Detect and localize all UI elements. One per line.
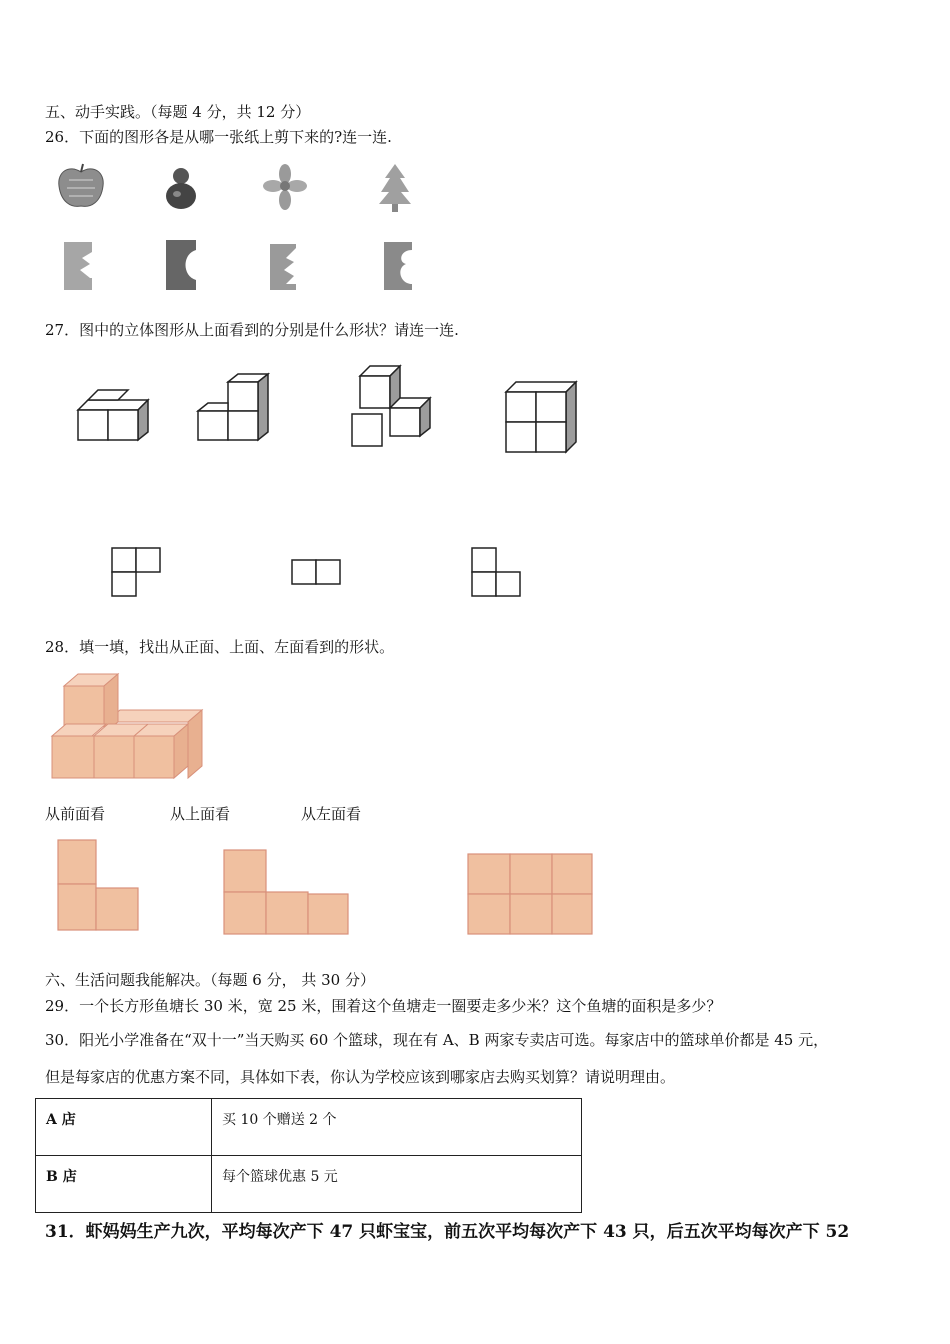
store-offer-cell: 买 10 个赠送 2 个 — [212, 1099, 582, 1156]
gourd-shape-icon — [166, 168, 196, 209]
solid-figure-4 — [506, 382, 576, 452]
paper-piece-b-icon — [166, 240, 196, 290]
solid-figures-row — [70, 360, 590, 460]
paper-piece-c-icon — [270, 244, 296, 290]
cube-stack-figure — [48, 670, 208, 782]
paper-piece-a-icon — [64, 242, 92, 290]
section-5-heading: 五、动手实践。（每题 4 分，共 12 分） — [45, 103, 311, 121]
paper-pieces-row — [58, 238, 438, 294]
question-31: 31．虾妈妈生产九次，平均每次产下 47 只虾宝宝，前五次平均每次产下 43 只，后五次平均每次产下 52 — [45, 1222, 850, 1242]
question-30-line-1: 30．阳光小学准备在“双十一”当天购买 60 个篮球，现在有 A、B 两家专卖店可选。每家店中的篮球单价都是 45 元， — [45, 1031, 829, 1049]
left-view-shape — [468, 854, 592, 934]
top-view-shape — [224, 850, 348, 934]
table-row — [36, 1099, 582, 1156]
store-offer-table — [35, 1098, 582, 1213]
cutout-shapes-row — [55, 162, 435, 214]
view-label-left: 从左面看 — [301, 805, 362, 823]
apple-shape-icon — [59, 164, 103, 206]
tree-shape-icon — [379, 164, 411, 212]
solid-figure-2 — [198, 374, 268, 440]
paper-piece-d-icon — [384, 242, 412, 290]
top-view-1 — [112, 548, 160, 596]
view-label-top: 从上面看 — [170, 805, 231, 823]
store-name-cell: A 店 — [36, 1099, 212, 1156]
solid-figure-1 — [78, 390, 148, 440]
question-27: 27．图中的立体图形从上面看到的分别是什么形状？请连一连. — [45, 321, 459, 339]
question-28: 28．填一填，找出从正面、上面、左面看到的形状。 — [45, 638, 395, 656]
table-row — [36, 1156, 582, 1213]
store-offer-cell: 每个篮球优惠 5 元 — [212, 1156, 582, 1213]
top-view-3 — [472, 548, 520, 596]
section-6-heading: 六、生活问题我能解决。（每题 6 分， 共 30 分） — [45, 971, 375, 989]
view-label-front: 从前面看 — [45, 805, 106, 823]
question-29: 29．一个长方形鱼塘长 30 米，宽 25 米，围着这个鱼塘走一圈要走多少米？这个鱼塘的面积是多少？ — [45, 997, 722, 1015]
flower-shape-icon — [263, 164, 307, 210]
top-view-2 — [292, 560, 340, 584]
view-shapes-row — [56, 838, 596, 938]
front-view-shape — [58, 840, 138, 930]
solid-figure-3 — [352, 366, 430, 446]
question-26: 26．下面的图形各是从哪一张纸上剪下来的?连一连. — [45, 128, 392, 146]
top-views-row — [110, 546, 530, 598]
question-30-line-2: 但是每家店的优惠方案不同，具体如下表，你认为学校应该到哪家店去购买划算？请说明理由。 — [45, 1068, 676, 1086]
store-name-cell: B 店 — [36, 1156, 212, 1213]
